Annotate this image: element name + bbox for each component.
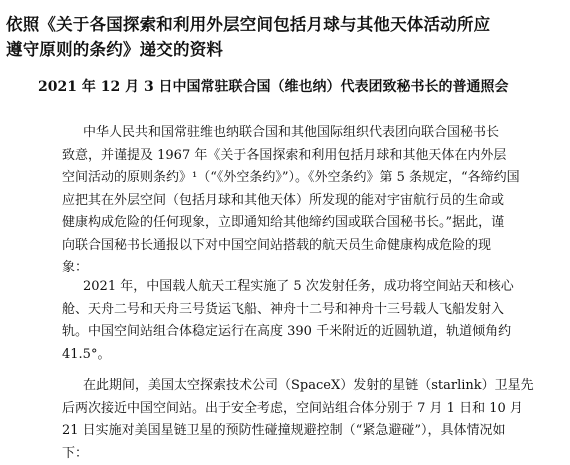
paragraph-line: 下： [62,445,89,461]
paragraph-line: 健康构成危险的任何现象，立即通知给其他缔约国或联合国秘书长。”据此，谨 [62,215,505,230]
document-title [6,12,561,62]
paragraph-line: 致意，并谨提及 1967 年《关于各国探索和利用包括月球和其他天体在内外层 [62,147,507,163]
paragraph-line: 舱、天舟二号和天舟三号货运飞船、神舟十二号和神舟十三号载人飞船发射入 [62,301,505,317]
paragraph-notification [62,122,562,280]
paragraph-line: 41.5°。 [62,346,111,362]
document-title-line: 遵守原则的条约》递交的资料 [6,40,224,59]
paragraph-line: 2021 年，中国载人航天工程实施了 5 次发射任务，成功将空间站天和核心 [83,279,514,294]
paragraph-line: 后两次接近中国空间站。出于安全考虑，空间站组合体分别于 7 月 1 日和 10 月 [62,400,523,416]
paragraph-line: 向联合国秘书长通报以下对中国空间站搭载的航天员生命健康构成危险的现 [62,237,492,253]
paragraph-line: 21 日实施对美国星链卫星的预防性碰撞规避控制（“紧急避碰”），具体情况如 [62,423,506,438]
paragraph-line: 中华人民共和国常驻维也纳联合国和其他国际组织代表团向联合国秘书长 [83,125,500,140]
document-subtitle: 2021 年 12 月 3 日中国常驻联合国（维也纳）代表团致秘书长的普通照会 [38,79,509,95]
paragraph-starlink [62,375,562,465]
paragraph-line: 轨。中国空间站组合体稳定运行在高度 390 千米附近的近圆轨道，轨道倾角约 [62,324,512,339]
paragraph-line: 象： [62,260,89,275]
paragraph-launches [62,276,562,366]
paragraph-line: 应把其在外层空间（包括月球和其他天体）所发现的能对宇宙航行员的生命或 [62,192,505,208]
paragraph-line: 空间活动的原则条约》¹（“《外空条约》”）。《外空条约》第 5 条规定，“各缔约国 [62,170,520,185]
paragraph-line: 在此期间，美国太空探索技术公司（SpaceX）发射的星链（starlink）卫星先 [83,378,534,393]
document-title-line: 依照《关于各国探索和利用外层空间包括月球与其他天体活动所应 [6,15,491,34]
